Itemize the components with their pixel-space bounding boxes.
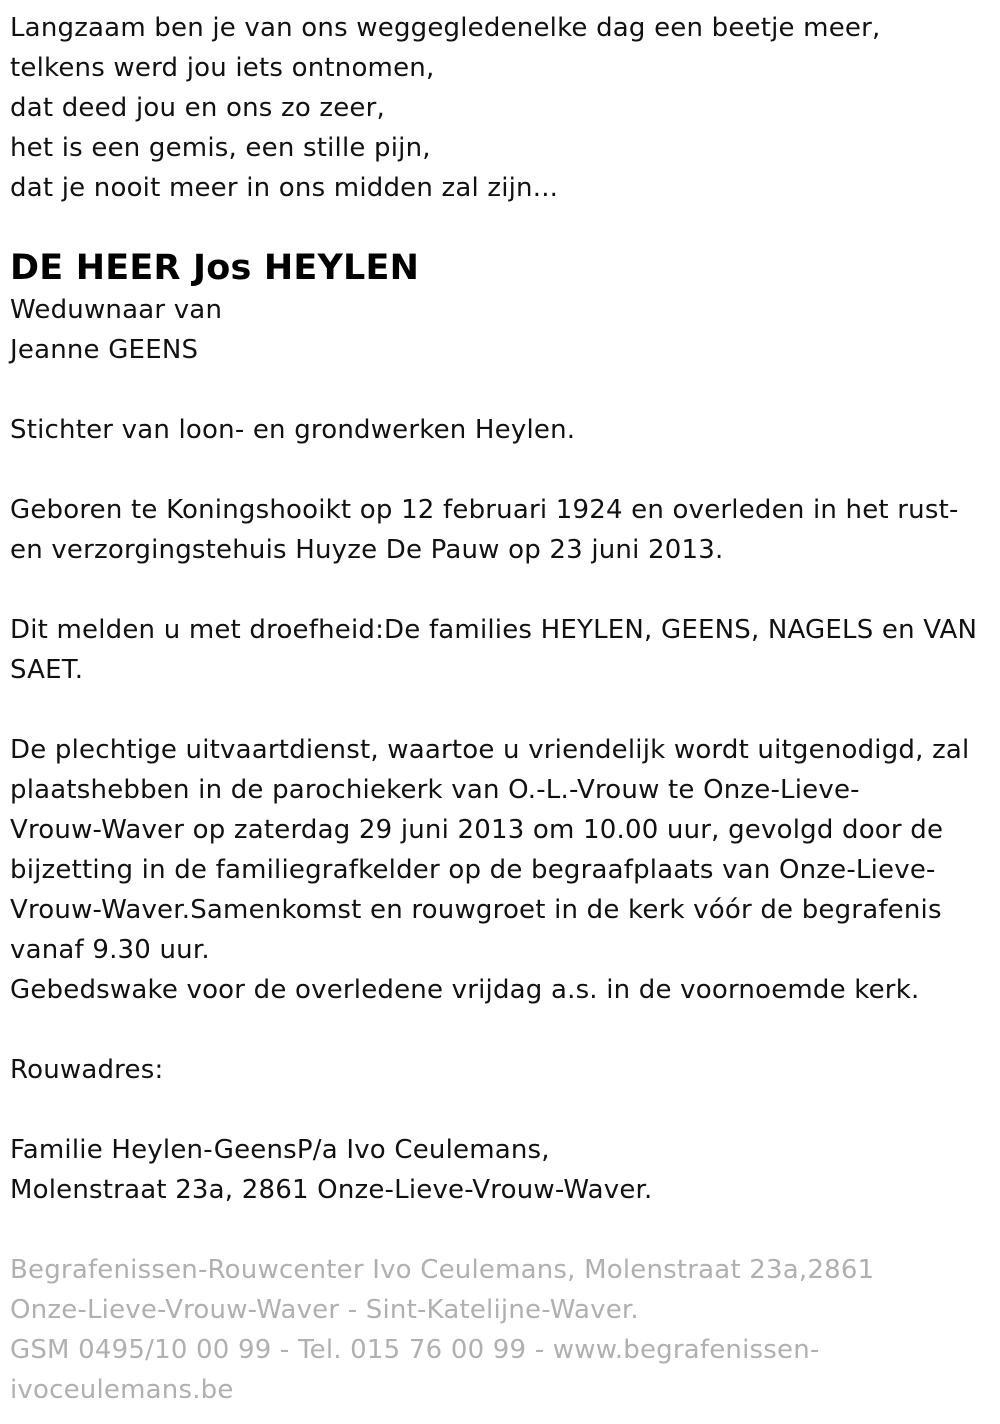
spacer xyxy=(10,208,985,246)
spacer xyxy=(10,570,985,610)
spacer xyxy=(10,450,985,490)
birth-death-paragraph xyxy=(10,490,985,570)
obituary-document xyxy=(10,8,985,1410)
poem-line: dat deed jou en ons zo zeer, xyxy=(10,93,385,123)
occupation: Stichter van loon- en grondwerken Heylen. xyxy=(10,415,576,445)
paragraph-line: bijzetting in de familiegrafkelder op de begraafplaats van Onze-Lieve- xyxy=(10,855,936,885)
funeral-home-footer xyxy=(10,1250,985,1410)
footer-line: ivoceulemans.be xyxy=(10,1375,234,1405)
spacer xyxy=(10,1010,985,1050)
poem-line: Langzaam ben je van ons weggegledenelke dag een beetje meer, xyxy=(10,13,881,43)
spouse-name: Jeanne GEENS xyxy=(10,335,199,365)
paragraph-line: Dit melden u met droefheid:De families HEYLEN, GEENS, NAGELS en VAN xyxy=(10,615,978,645)
footer-line: Begrafenissen-Rouwcenter Ivo Ceulemans, Molenstraat 23a,2861 xyxy=(10,1255,875,1285)
service-paragraph xyxy=(10,730,985,1010)
address-line: Molenstraat 23a, 2861 Onze-Lieve-Vrouw-Waver. xyxy=(10,1175,653,1205)
poem xyxy=(10,8,985,208)
widower-label: Weduwnaar van xyxy=(10,295,223,325)
spacer xyxy=(10,1090,985,1130)
mourning-address xyxy=(10,1130,985,1210)
paragraph-line: Vrouw-Waver op zaterdag 29 juni 2013 om 10.00 uur, gevolgd door de xyxy=(10,815,944,845)
announcement-paragraph xyxy=(10,610,985,690)
deceased-name: DE HEER Jos HEYLEN xyxy=(10,248,420,288)
address-line: Familie Heylen-GeensP/a Ivo Ceulemans, xyxy=(10,1135,550,1165)
paragraph-line: en verzorgingstehuis Huyze De Pauw op 23 juni 2013. xyxy=(10,535,724,565)
paragraph-line: vanaf 9.30 uur. xyxy=(10,935,210,965)
footer-line: GSM 0495/10 00 99 - Tel. 015 76 00 99 - www.begrafenissen- xyxy=(10,1335,820,1365)
poem-line: het is een gemis, een stille pijn, xyxy=(10,133,431,163)
poem-line: dat je nooit meer in ons midden zal zijn... xyxy=(10,173,559,203)
footer-line: Onze-Lieve-Vrouw-Waver - Sint-Katelijne-Waver. xyxy=(10,1295,639,1325)
poem-line: telkens werd jou iets ontnomen, xyxy=(10,53,435,83)
paragraph-line: De plechtige uitvaartdienst, waartoe u vriendelijk wordt uitgenodigd, zal xyxy=(10,735,970,765)
paragraph-line: Vrouw-Waver.Samenkomst en rouwgroet in de kerk vóór de begrafenis xyxy=(10,895,942,925)
paragraph-line: plaatshebben in de parochiekerk van O.-L.-Vrouw te Onze-Lieve- xyxy=(10,775,860,805)
mourning-address-label: Rouwadres: xyxy=(10,1055,164,1085)
spacer xyxy=(10,1210,985,1250)
spacer xyxy=(10,690,985,730)
paragraph-line: Gebedswake voor de overledene vrijdag a.s. in de voornoemde kerk. xyxy=(10,975,920,1005)
spacer xyxy=(10,370,985,410)
paragraph-line: SAET. xyxy=(10,655,84,685)
paragraph-line: Geboren te Koningshooikt op 12 februari 1924 en overleden in het rust- xyxy=(10,495,959,525)
